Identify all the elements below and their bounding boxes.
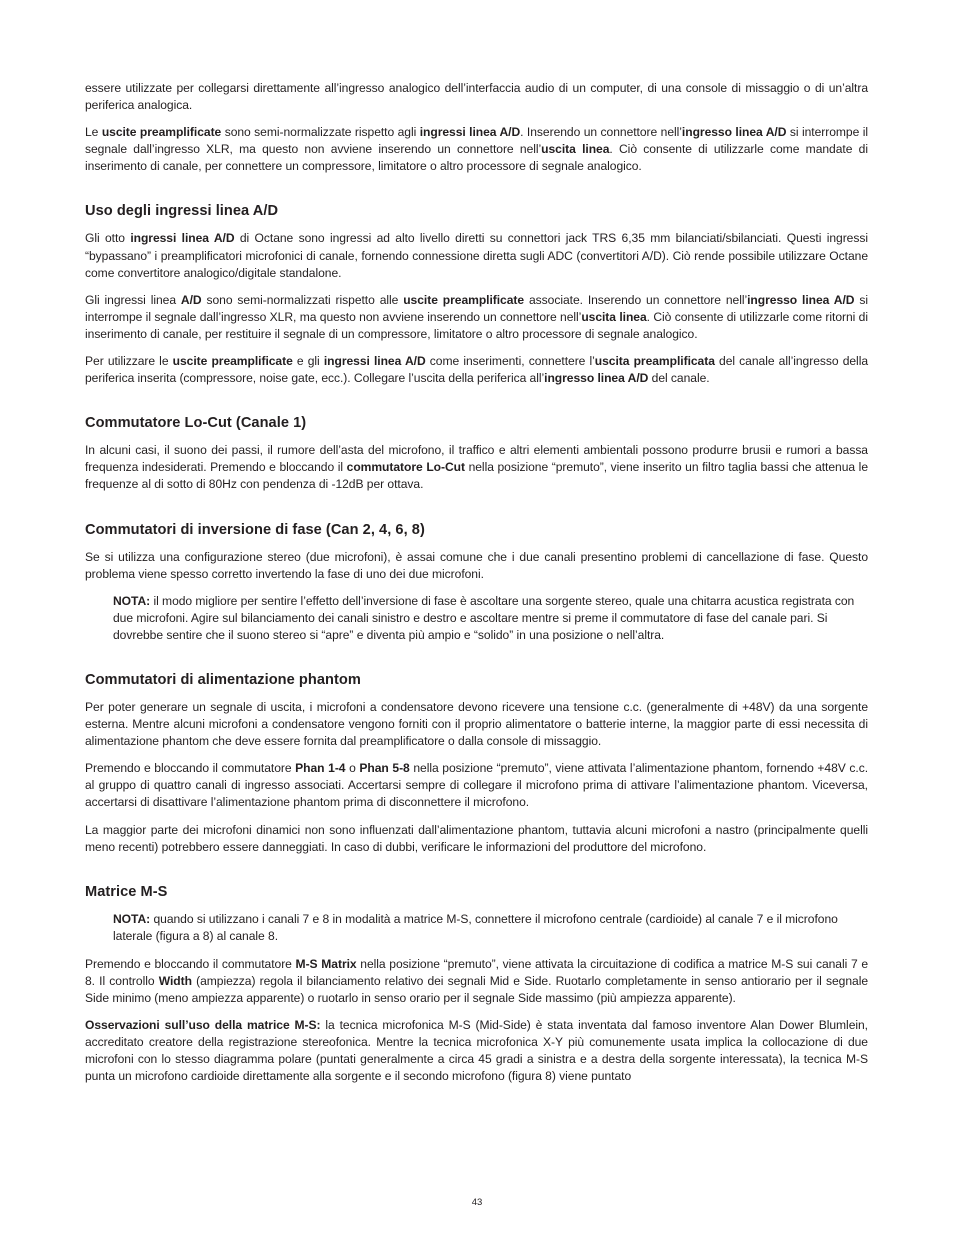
section-heading: Matrice M-S xyxy=(85,883,168,900)
paragraph-text: la tecnica microfonica M-S (Mid-Side) è stata inventata dal famoso inventore Alan Dower Blumlein, accreditato creatore della registrazione stereofonica. Mentre la tecnica microfonica X-Y più comunemente usata implica la collocazione di due microfoni con lo stesso diagramma polare (puntati generalmente a circa 45 gradi a sinistra e a destra della sorgente interessata), la tecnica M-S punta un microfono cardioide direttamente alla sorgente e il secondo microfono (figura 8) viene puntato xyxy=(85,1018,868,1084)
paragraph-text: associate. Inserendo un connettore nell’ xyxy=(524,292,748,307)
bold-term: Phan 1-4 xyxy=(295,761,346,776)
paragraph xyxy=(85,124,868,175)
bold-term: ingressi linea A/D xyxy=(323,354,426,369)
bold-term: commutatore Lo-Cut xyxy=(346,460,465,475)
bold-term: uscita linea xyxy=(541,142,610,157)
paragraph-text: e gli xyxy=(292,354,324,369)
note-paragraph xyxy=(113,593,868,644)
bold-term: uscita preamplificata xyxy=(594,354,715,369)
paragraph-text: (ampiezza) regola il bilanciamento relativo dei segnali Mid e Side. Ruotarlo completamente in senso antiorario per il segnale Side minimo (meno ampiezza apparente) o ruotarlo in senso orario per il segnale Side massimo (più ampiezza apparente). xyxy=(85,974,869,1006)
paragraph-text: Gli ingressi linea xyxy=(85,292,181,307)
paragraph-text: del canale all’ingresso della periferica inserita (compressore, noise gate, ecc.). Collegare l’uscita della periferica all’ xyxy=(85,354,869,386)
paragraph-text: Premendo e bloccando il commutatore xyxy=(85,956,296,971)
bold-term: Osservazioni sull’uso della matrice M-S: xyxy=(85,1018,321,1033)
note-label: NOTA: xyxy=(113,593,151,608)
paragraph-text: Le xyxy=(85,125,102,140)
bold-term: Width xyxy=(158,974,192,988)
bold-term: M-S Matrix xyxy=(295,956,357,971)
paragraph-text: Premendo e bloccando il commutatore xyxy=(85,761,296,776)
paragraph xyxy=(85,1017,868,1085)
paragraph-text: . Ciò consente di utilizzarle come mandate di inserimento di canale, per connettere un compressore, limitatore o altro processore di segnale analogico. xyxy=(85,142,868,174)
paragraph-text: . Inserendo un connettore nell’ xyxy=(520,125,682,140)
section-heading: Commutatori di alimentazione phantom xyxy=(85,671,361,688)
paragraph-text: In alcuni casi, il suono dei passi, il rumore dell’asta del microfono, il traffico e altri elementi ambientali possono produrre brusii e rumori a bassa frequenza indesiderati. Premendo e bloccando il xyxy=(85,443,868,475)
paragraph-text: si interrompe il segnale dall’ingresso XLR, ma questo non avviene inserendo un connettore nell’ xyxy=(85,125,868,157)
section-heading: Commutatore Lo-Cut (Canale 1) xyxy=(85,415,307,432)
paragraph-text: il modo migliore per sentire l’effetto dell’inversione di fase è ascoltare una sorgente stereo, quale una chitarra acustica registrata con due microfoni. Agire sul bilanciamento dei canali sinistro e destro e ascoltare mentre si preme il commutatore di fase del canale pari. Si dovrebbe sentire che il suono stereo si “apre” e diventa più ampio e “solido” in una posizione o nell’altra. xyxy=(113,593,855,642)
bold-term: uscite preamplificate xyxy=(403,292,525,307)
note-label: NOTA: xyxy=(113,911,151,926)
paragraph-text: del canale. xyxy=(648,371,710,386)
page-number: 43 xyxy=(471,1197,483,1208)
paragraph-text: Per utilizzare le xyxy=(85,354,173,369)
paragraph xyxy=(85,956,868,1007)
bold-term: ingresso linea A/D xyxy=(747,292,855,307)
paragraph xyxy=(85,822,868,856)
bold-term: uscita linea xyxy=(581,309,647,324)
paragraph-text: Per poter generare un segnale di uscita, i microfoni a condensatore devono ricevere una tensione c.c. (generalmente di +48V) da una sorgente esterna. Mentre alcuni microfoni a condensatore vengono forniti con il proprio alimentatore o batterie interne, la maggior parte di essi necessita di alimentazione phantom che deve essere fornita dal preamplificatore o dalla console di missaggio. xyxy=(85,699,868,749)
bold-term: A/D xyxy=(180,292,202,307)
section-heading: Uso degli ingressi linea A/D xyxy=(85,203,279,220)
paragraph-text: nella posizione “premuto”, viene attivata la circuitazione di codifica a matrice M-S sui canali 7 e 8. Il controllo xyxy=(85,956,868,988)
paragraph-text: di Octane sono ingressi ad alto livello diretti su connettori jack TRS 6,35 mm bilanciati/sbilanciati. Questi ingressi “bypassano” i preamplificatori microfonici di canale, fornendo connessione diretta sugli ADC (convertitori A/D). Ciò rende possibile utilizzare Octane come convertitore analogico/digitale standalone. xyxy=(85,231,868,280)
paragraph xyxy=(85,80,868,114)
bold-term: Phan 5-8 xyxy=(359,761,410,776)
paragraph xyxy=(85,230,868,281)
paragraph-text: come inserimenti, connettere l’ xyxy=(425,354,595,369)
bold-term: uscite preamplificate xyxy=(172,354,293,369)
note-paragraph xyxy=(113,911,868,945)
paragraph-text: essere utilizzate per collegarsi direttamente all’ingresso analogico dell’interfaccia audio di un computer, di una console di missaggio o di un’altra periferica analogica. xyxy=(85,81,868,113)
paragraph-text: Gli otto xyxy=(85,231,131,246)
bold-term: ingresso linea A/D xyxy=(544,371,649,386)
paragraph xyxy=(85,353,868,387)
paragraph-text: Se si utilizza una configurazione stereo (due microfoni), è assai comune che i due canali presentino problemi di cancellazione di fase. Questo problema viene spesso corretto invertendo la fase di uno dei due microfoni. xyxy=(85,549,868,581)
bold-term: ingressi linea A/D xyxy=(419,125,521,140)
paragraph xyxy=(85,442,868,493)
page-content xyxy=(85,80,868,1096)
paragraph xyxy=(85,699,868,750)
paragraph-text: nella posizione “premuto”, viene attivata l’alimentazione phantom, fornendo +48V c.c. al gruppo di quattro canali di ingresso associati. Accertarsi sempre di collegare il microfono prima di attivare l’alimentazione phantom. Viceversa, accertarsi di disattivare l’alimentazione phantom prima di disconnettere il microfono. xyxy=(85,761,869,810)
bold-term: ingressi linea A/D xyxy=(130,231,235,246)
paragraph-text: o xyxy=(345,761,360,776)
paragraph-text: nella posizione “premuto”, viene inserito un filtro taglia bassi che attenua le frequenze al di sotto di 80Hz con pendenza di -12dB per ottava. xyxy=(85,460,868,492)
paragraph xyxy=(85,760,868,811)
paragraph xyxy=(85,292,868,343)
paragraph-text: La maggior parte dei microfoni dinamici non sono influenzati dall’alimentazione phantom, tuttavia alcuni microfoni a nastro (principalmente quelli meno recenti) potrebbero essere danneggiati. In caso di dubbi, verificare le informazioni del produttore del microfono. xyxy=(85,822,868,854)
paragraph-text: . Ciò consente di utilizzarle come ritorni di inserimento di canale, per restituire il segnale di un compressore, limitatore o altro processore di segnale analogico. xyxy=(85,309,868,341)
bold-term: ingresso linea A/D xyxy=(681,125,787,140)
section-heading: Commutatori di inversione di fase (Can 2, 4, 6, 8) xyxy=(85,521,425,538)
paragraph-text: si interrompe il segnale dall’ingresso XLR, ma questo non avviene inserendo un connettore nell’ xyxy=(85,292,868,324)
bold-term: uscite preamplificate xyxy=(101,125,222,140)
paragraph-text: quando si utilizzano i canali 7 e 8 in modalità a matrice M-S, connettere il microfono centrale (cardioide) al canale 7 e il microfono laterale (figura a 8) al canale 8. xyxy=(113,911,838,943)
paragraph xyxy=(85,549,868,583)
paragraph-text: sono semi-normalizzati rispetto alle xyxy=(201,292,404,307)
paragraph-text: sono semi-normalizzate rispetto agli xyxy=(221,125,420,140)
